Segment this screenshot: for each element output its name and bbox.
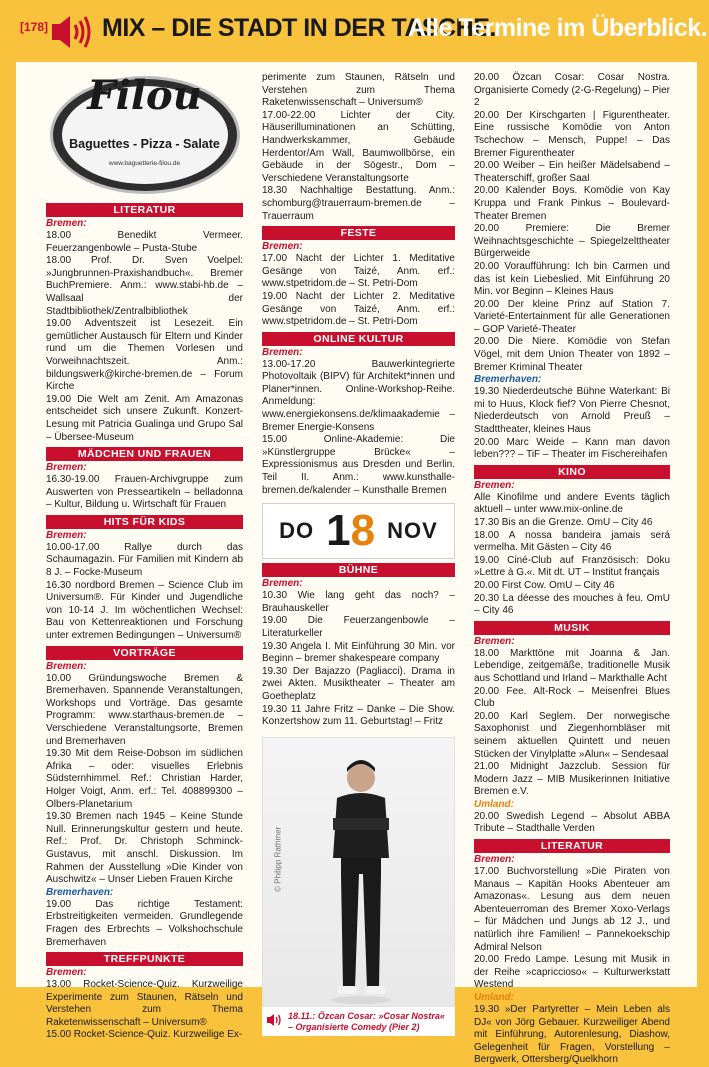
event-entry: 17.00 Nacht der Lichter 1. Meditative Gesänge von Taizé, Anm. erf.: www.stpetridom.de – St. Petri-Dom [262,253,455,290]
listings-page [16,62,697,1066]
location-label: Umland: [474,992,514,1003]
event-entry: 18.00 Benedikt Vermeer. Feuerzangenbowle – Pusta-Stube [46,230,243,254]
event-entry: 15.00 Online-Akademie: Die »Künstlergruppe Brücke« – Expressionismus aus Dresden und Berlin. Teil II. Anm.: www.kunsthalle-bremen.de/kalender – Kunsthalle Bremen [262,434,455,496]
page-subtitle: Alle Termine im Überblick. [408,14,708,42]
event-entry: 20.00 Premiere: Die Bremer Weihnachtsgeschichte – Spiegelzelttheater Bürgerweide [474,223,670,260]
event-entry: 17.30 Bis an die Grenze. OmU – City 46 [474,517,653,528]
section-header-treffpunkte: TREFFPUNKTE [46,952,243,966]
event-entry: Alle Kinofilme und andere Events täglich aktuell – unter www.mix-online.de [474,491,670,516]
event-entry: 20.00 Özcan Cosar: Cosar Nostra. Organisierte Comedy (2-G-Regelung) – Pier 2 [474,72,670,109]
event-entry: 19.30 11 Jahre Fritz – Danke – Die Show. Konzertshow zum 11. Geburtstag! – Fritz [262,703,455,728]
event-entry: 15.00 Rocket-Science-Quiz. Kurzweilige Ex- [46,1029,243,1041]
section-header-feste: FESTE [262,226,455,240]
column-1 [46,72,243,1042]
section-header-online-kultur: ONLINE KULTUR [262,332,455,346]
location-label: Bremen: [46,462,87,474]
event-entry: 18.30 Nachhaltige Bestattung. Anm.: schomburg@trauerraum-bremen.de – Trauerraum [262,185,455,222]
event-entry: 20.00 Karl Seglem. Der norwegische Saxophonist und Ziegenhornbläser mit seinem aktuellen Quintett und neuen Stücken der Vinylplatte »Alun« – Sendesaal [474,710,670,760]
column-3 [474,72,670,1067]
section-header-kino: KINO [474,465,670,479]
event-entry: 13.00 Rocket-Science-Quiz. Kurzweilige Experimente zum Staunen, Rätseln und Verstehen zum Thema Raketenwissenschaft – Universum® [46,979,243,1028]
event-entry: 20.00 Fredo Lampe. Lesung mit Musik in der Reihe »capriccioso« – Kulturwerkstatt Westend [474,954,670,991]
ad-url: www.baguetterie-filou.de [108,160,181,167]
event-entry: 19.00 Ciné-Club auf Französisch: Doku »Lettre à G.«. Mit dt. UT – Institut français [474,554,670,579]
event-entry: 20.00 Marc Weide – Kann man davon leben??? – TiF – Theater im Fischereihafen [474,436,670,461]
location-label: Bremen: [262,346,303,358]
photo-credit: © Philipp Rathmer [273,826,283,892]
section-header-literatur: LITERATUR [474,839,670,853]
event-entry: 20.00 Fee. Alt-Rock – Meisenfrei Blues Club [474,685,670,710]
event-entry: 10.30 Wie lang geht das noch? – Brauhauskeller [262,590,455,614]
photo-caption [262,1007,455,1036]
location-label: Bremen: [262,241,303,253]
event-entry: 20.00 Weiber – Ein heißer Mädelsabend – Theaterschiff, großer Saal [474,160,670,184]
location-label: Bremerhaven: [474,374,542,386]
location-label: Bremen: [46,529,87,541]
event-entry: 19.00 Die Welt am Zenit. Am Amazonas entscheidet sich unsere Zukunft. Konzert-Lesung mit Patricia Gualinga und Grupo Sal – Übersee-Museum [46,393,243,443]
date-weekday: DO [279,517,315,543]
ad-tagline: Baguettes - Pizza - Salate [69,137,220,151]
performer-photo [262,737,455,1007]
event-entry: 13.00-17.20 Bauwerkintegrierte Photovoltaik (BIPV) für Architekt*innen und Planer*innen. Online-Workshop-Reihe. Anmeldung: www.energiekonsens.de/klimaakademie – Bremer Energie-Konsens [262,358,455,433]
event-entry: 19.00 Die Feuerzangenbowle – Literaturkeller [262,615,455,639]
event-entry: 10.00-17.00 Rallye durch das Schaumagazin. Für Familien mit Kindern ab 8 J. – Focke-Museum [46,541,243,579]
location-label: Bremen: [46,967,87,979]
event-entry: 19.00 Nacht der Lichter 2. Meditative Gesänge von Taizé, Anm. erf.: www.stpetridom.de – St. Petri-Dom [262,290,455,328]
date-day [326,505,376,555]
section-header-maedchen-frauen: MÄDCHEN UND FRAUEN [46,447,243,461]
event-entry: 16.30 nordbord Bremen – Science Club im Universum®. Für Kinder und Jugendliche von 10-14 J. Im wöchentlichen Wechsel: Bau von Kettenreaktionen und Forschung unter extremen Bedingungen – Universum® [46,579,243,642]
event-entry: 19.30 Mit dem Reise-Dobson im südlichen Afrika – oder: visuelles Erlebnis Südsternhimmel. Ref.: Christian Harder, Holger Voigt, Anm. erf.: Tel. 408899300 – Olbers-Planetarium [46,748,243,810]
event-entry: 20.00 Kalender Boys. Komödie von Kay Kruppa und Frank Pinkus – Boulevard-Theater Bremen [474,185,670,222]
event-entry: 20.00 Swedish Legend – Absolut ABBA Tribute – Stadthalle Verden [474,810,670,835]
location-label: Bremen: [474,854,515,866]
location-label: Bremen: [46,218,87,229]
event-entry: 20.00 Der Kirschgarten | Figurentheater. Eine russische Komödie von Anton Tschechow – Mensch, Puppe! – Das Bremer Figurentheater [474,109,670,159]
event-entry: 19.00 Das richtige Testament: Erbstreitigkeiten vermeiden. Grundlegende Fragen des Erbrechts – Volkshochschule Bremerhaven [46,898,243,948]
date-day-digit-1: 1 [326,505,351,555]
caption-text: 18.11.: Özcan Cosar: »Cosar Nostra« – Organisierte Comedy (Pier 2) [288,1010,445,1032]
section-header-kids: HITS FÜR KIDS [46,515,243,529]
date-day-digit-2: 8 [350,505,376,555]
section-header-musik: MUSIK [474,621,670,635]
event-entry: 19.30 Der Bajazzo (Pagliacci). Drama in zwei Akten. Musiktheater – Theater am Goetheplatz [262,665,455,702]
page-number: [178] [20,20,49,34]
section-header-buehne: BÜHNE [262,563,455,577]
event-entry: 19.30 Niederdeutsche Bühne Waterkant: Bi mi to Huus, Klock fief? Von Pierre Chesnot, Niederdeutsch von Arnold Preuß – Stadttheater, kleines Haus [474,386,670,436]
event-entry: 18.00 Prof. Dr. Sven Voelpel: »Jungbrunnen-Praxishandbuch«. Bremer BuchPremiere. Anm.: www.stabi-hb.de – Wallsaal der Stadtbibliothek/Zentralbibliothek [46,255,243,317]
location-label: Bremen: [46,660,87,672]
location-label: Bremen: [474,635,515,647]
event-entry: 20.00 Der kleine Prinz auf Station 7. Varieté-Entertainment für alle Generationen – GOP Varieté-Theater [474,298,670,335]
page-header [0,0,709,62]
section-header-literatur: LITERATUR [46,203,243,217]
section-header-vortraege: VORTRÄGE [46,646,243,660]
date-month: NOV [387,517,438,543]
event-entry: 19.30 Angela I. Mit Einführung 30 Min. vor Beginn – bremer shakespeare company [262,640,455,665]
event-entry: 19.30 »Der Partyretter – Mein Leben als DJ« von Jörg Gebauer. Kurzweiliger Abend mit Einführung, Autorenlesung, Diashow, Gelegenheit für Fragen, Vorstellung – Bergwerk, Ottersberg/Quelkhorn [474,1004,670,1066]
speaker-icon [50,12,94,52]
filou-ad[interactable] [46,72,243,200]
event-entry: perimente zum Staunen, Rätseln und Verstehen zum Thema Raketenwissenschaft – Universum® [262,72,455,109]
location-label: Umland: [474,798,514,810]
location-label: Bremen: [262,578,303,590]
speaker-icon [266,1012,284,1028]
event-entry: 19.00 Adventszeit ist Lesezeit. Ein gemütlicher Austausch für Eltern und Kinder rund um die Themen Vorlesen und Vorweihnachtszeit. Anm.: bildungswerk@kirche-bremen.de – Forum Kirche [46,318,243,393]
event-entry: 20.00 Die Niere. Komödie von Stefan Vögel, mit dem Union Theater von 1892 – Bremer Kriminal Theater [474,336,670,373]
event-entry: 10.00 Gründungswoche Bremen & Bremerhaven. Spannende Veranstaltungen, Workshops und Vorträge. Das gesamte Programm: www.starthaus-bremen.de – Verschiedene Veranstaltungsorte, Bremen und Bremerhaven [46,672,243,747]
event-entry: 17.00 Buchvorstellung »Die Piraten von Manaus – Kapitän Hooks Abenteuer am Amazonas«. Lesung aus dem neuen Abenteuerroman des Bremer Xoxo-Verlags – für Mädchen und Jungs ab 12 J., und natürlich ihre Familien! – Pannekoekschip Admiral Nelson [474,866,670,953]
page-title: MIX – DIE STADT IN DER TASCHE. [102,14,496,42]
ad-name: Filou [87,72,202,119]
event-entry: 18.00 A nossa bandeira jamais será vermelha. Mit Gästen – City 46 [474,529,670,554]
event-entry: 20.30 La déesse des mouches à feu. OmU – City 46 [474,592,670,617]
event-entry: 16.30-19.00 Frauen-Archivgruppe zum Auswerten von Presseartikeln – belladonna – Kultur, Bildung u. Wirtschaft für Frauen [46,474,243,511]
event-entry: 18.00 Markttöne mit Joanna & Jan. Lebendige, zeitgemäße, traditionelle Musik aus Schottland und Irland – Markthalle Acht [474,647,670,684]
event-entry: 20.00 Voraufführung: Ich bin Carmen und das ist kein Liebeslied. Mit Einführung 20 Min. vor Beginn – Kleines Haus [474,260,670,298]
event-entry: 20.00 First Cow. OmU – City 46 [474,579,615,591]
performer-illustration [263,738,456,1008]
event-entry: 21.00 Midnight Jazzclub. Session für Modern Jazz – MIB Musikerinnen Initiative Bremen e.V. [474,761,670,798]
date-banner [262,503,455,559]
location-label: Bremerhaven: [46,886,114,898]
event-entry: 19.30 Bremen nach 1945 – Keine Stunde Null. Erinnerungskultur gestern und heute. Ref.: Prof. Dr. Christoph Schminck-Gustavus, mit anschl. Diskussion. Im Rahmen der Ausstellung »Die Kinder von Auschwitz« – Unser Lieben Frauen Kirche [46,811,243,886]
column-2 [262,72,455,1036]
location-label: Bremen: [474,479,515,491]
event-entry: 17.00-22.00 Lichter der City. Häuserilluminationen an Schütting, Handwerkskammer, Gebäude Herdentor/Am Wall, Baumwollbörse, ein Gebäude in der Sögestr., Dom – Verschiedene Veranstaltungsorte [262,109,455,184]
